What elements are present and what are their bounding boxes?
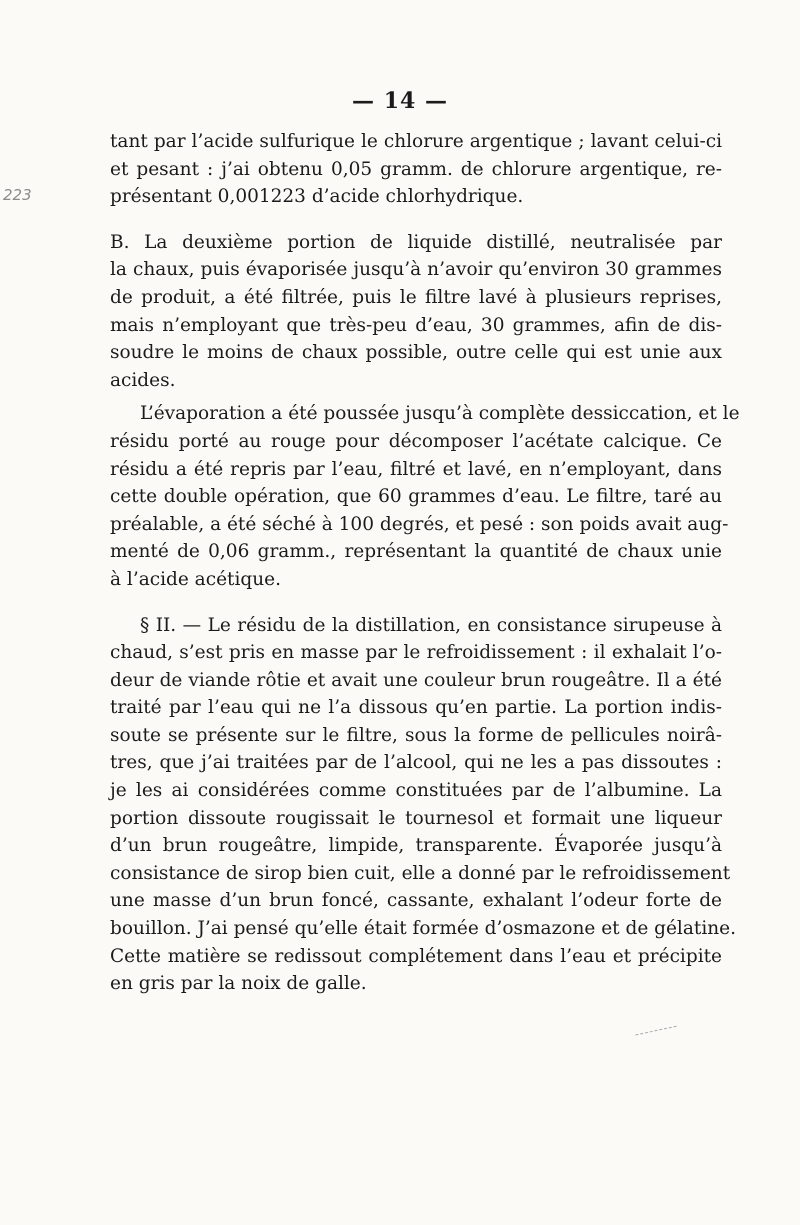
body-text	[110, 128, 740, 998]
paragraph-section-ii	[110, 612, 736, 998]
text-line: Cette matière se redissout complétement dans l’eau et précipite	[110, 945, 722, 967]
text-line: acides.	[110, 369, 176, 391]
pencil-mark	[635, 1026, 678, 1045]
text-line: tres, que j’ai traitées par de l’alcool, qui ne les a pas dissoutes :	[110, 752, 722, 774]
text-line: chaud, s’est pris en masse par le refroidissement : il exhalait l’o-	[110, 642, 722, 664]
text-line: à l’acide acétique.	[110, 568, 281, 590]
text-line: B. La deuxième portion de liquide distillé, neutralisée par	[110, 231, 722, 253]
text-line: mais n’employant que très-peu d’eau, 30 grammes, afin de dis-	[110, 314, 722, 336]
text-line: § II. — Le résidu de la distillation, en consistance sirupeuse à	[140, 614, 722, 636]
paragraph-second-portion	[110, 229, 722, 395]
margin-annotation: 223	[3, 186, 32, 204]
text-line: bouillon. J’ai pensé qu’elle était formée d’osmazone et de gélatine.	[110, 918, 736, 940]
text-line: la chaux, puis évaporisée jusqu’à n’avoir qu’environ 30 grammes	[110, 259, 722, 281]
text-line: menté de 0,06 gramm., représentant la quantité de chaux unie	[110, 541, 722, 563]
text-line: portion dissoute rougissait le tournesol et formait une liqueur	[110, 807, 722, 829]
text-line: tant par l’acide sulfurique le chlorure argentique ; lavant celui-ci	[110, 131, 722, 152]
text-line: je les ai considérées comme constituées par de l’albumine. La	[110, 780, 722, 802]
text-line: consistance de sirop bien cuit, elle a donné par le refroidissement	[110, 862, 731, 884]
text-line: deur de viande rôtie et avait une couleur brun rougeâtre. Il a été	[110, 669, 722, 691]
text-line: soudre le moins de chaux possible, outre celle qui est unie aux	[110, 342, 722, 364]
paragraph-chloride-result	[110, 128, 722, 211]
text-line: traité par l’eau qui ne l’a dissous qu’en partie. La portion indis-	[110, 697, 722, 719]
text-line: et pesant : j’ai obtenu 0,05 gramm. de chlorure argentique, re-	[110, 158, 722, 180]
text-line: d’un brun rougeâtre, limpide, transparente. Évaporée jusqu’à	[110, 835, 722, 857]
text-line: résidu porté au rouge pour décomposer l’acétate calcique. Ce	[110, 430, 722, 452]
text-line: présentant 0,001223 d’acide chlorhydrique.	[110, 186, 524, 208]
page-number: — 14 —	[352, 88, 448, 114]
text-line: L’évaporation a été poussée jusqu’à complète dessiccation, et le	[140, 403, 740, 425]
text-line: résidu a été repris par l’eau, filtré et lavé, en n’employant, dans	[110, 458, 722, 480]
text-line: de produit, a été filtrée, puis le filtre lavé à plusieurs reprises,	[110, 286, 722, 308]
text-line: en gris par la noix de galle.	[110, 973, 367, 995]
paragraph-evaporation	[110, 400, 740, 593]
text-line: préalable, a été séché à 100 degrés, et pesé : son poids avait aug-	[110, 513, 729, 535]
text-line: une masse d’un brun foncé, cassante, exhalant l’odeur forte de	[110, 890, 722, 912]
text-line: soute se présente sur le filtre, sous la forme de pellicules noirâ-	[110, 724, 722, 746]
text-line: cette double opération, que 60 grammes d’eau. Le filtre, taré au	[110, 486, 722, 508]
